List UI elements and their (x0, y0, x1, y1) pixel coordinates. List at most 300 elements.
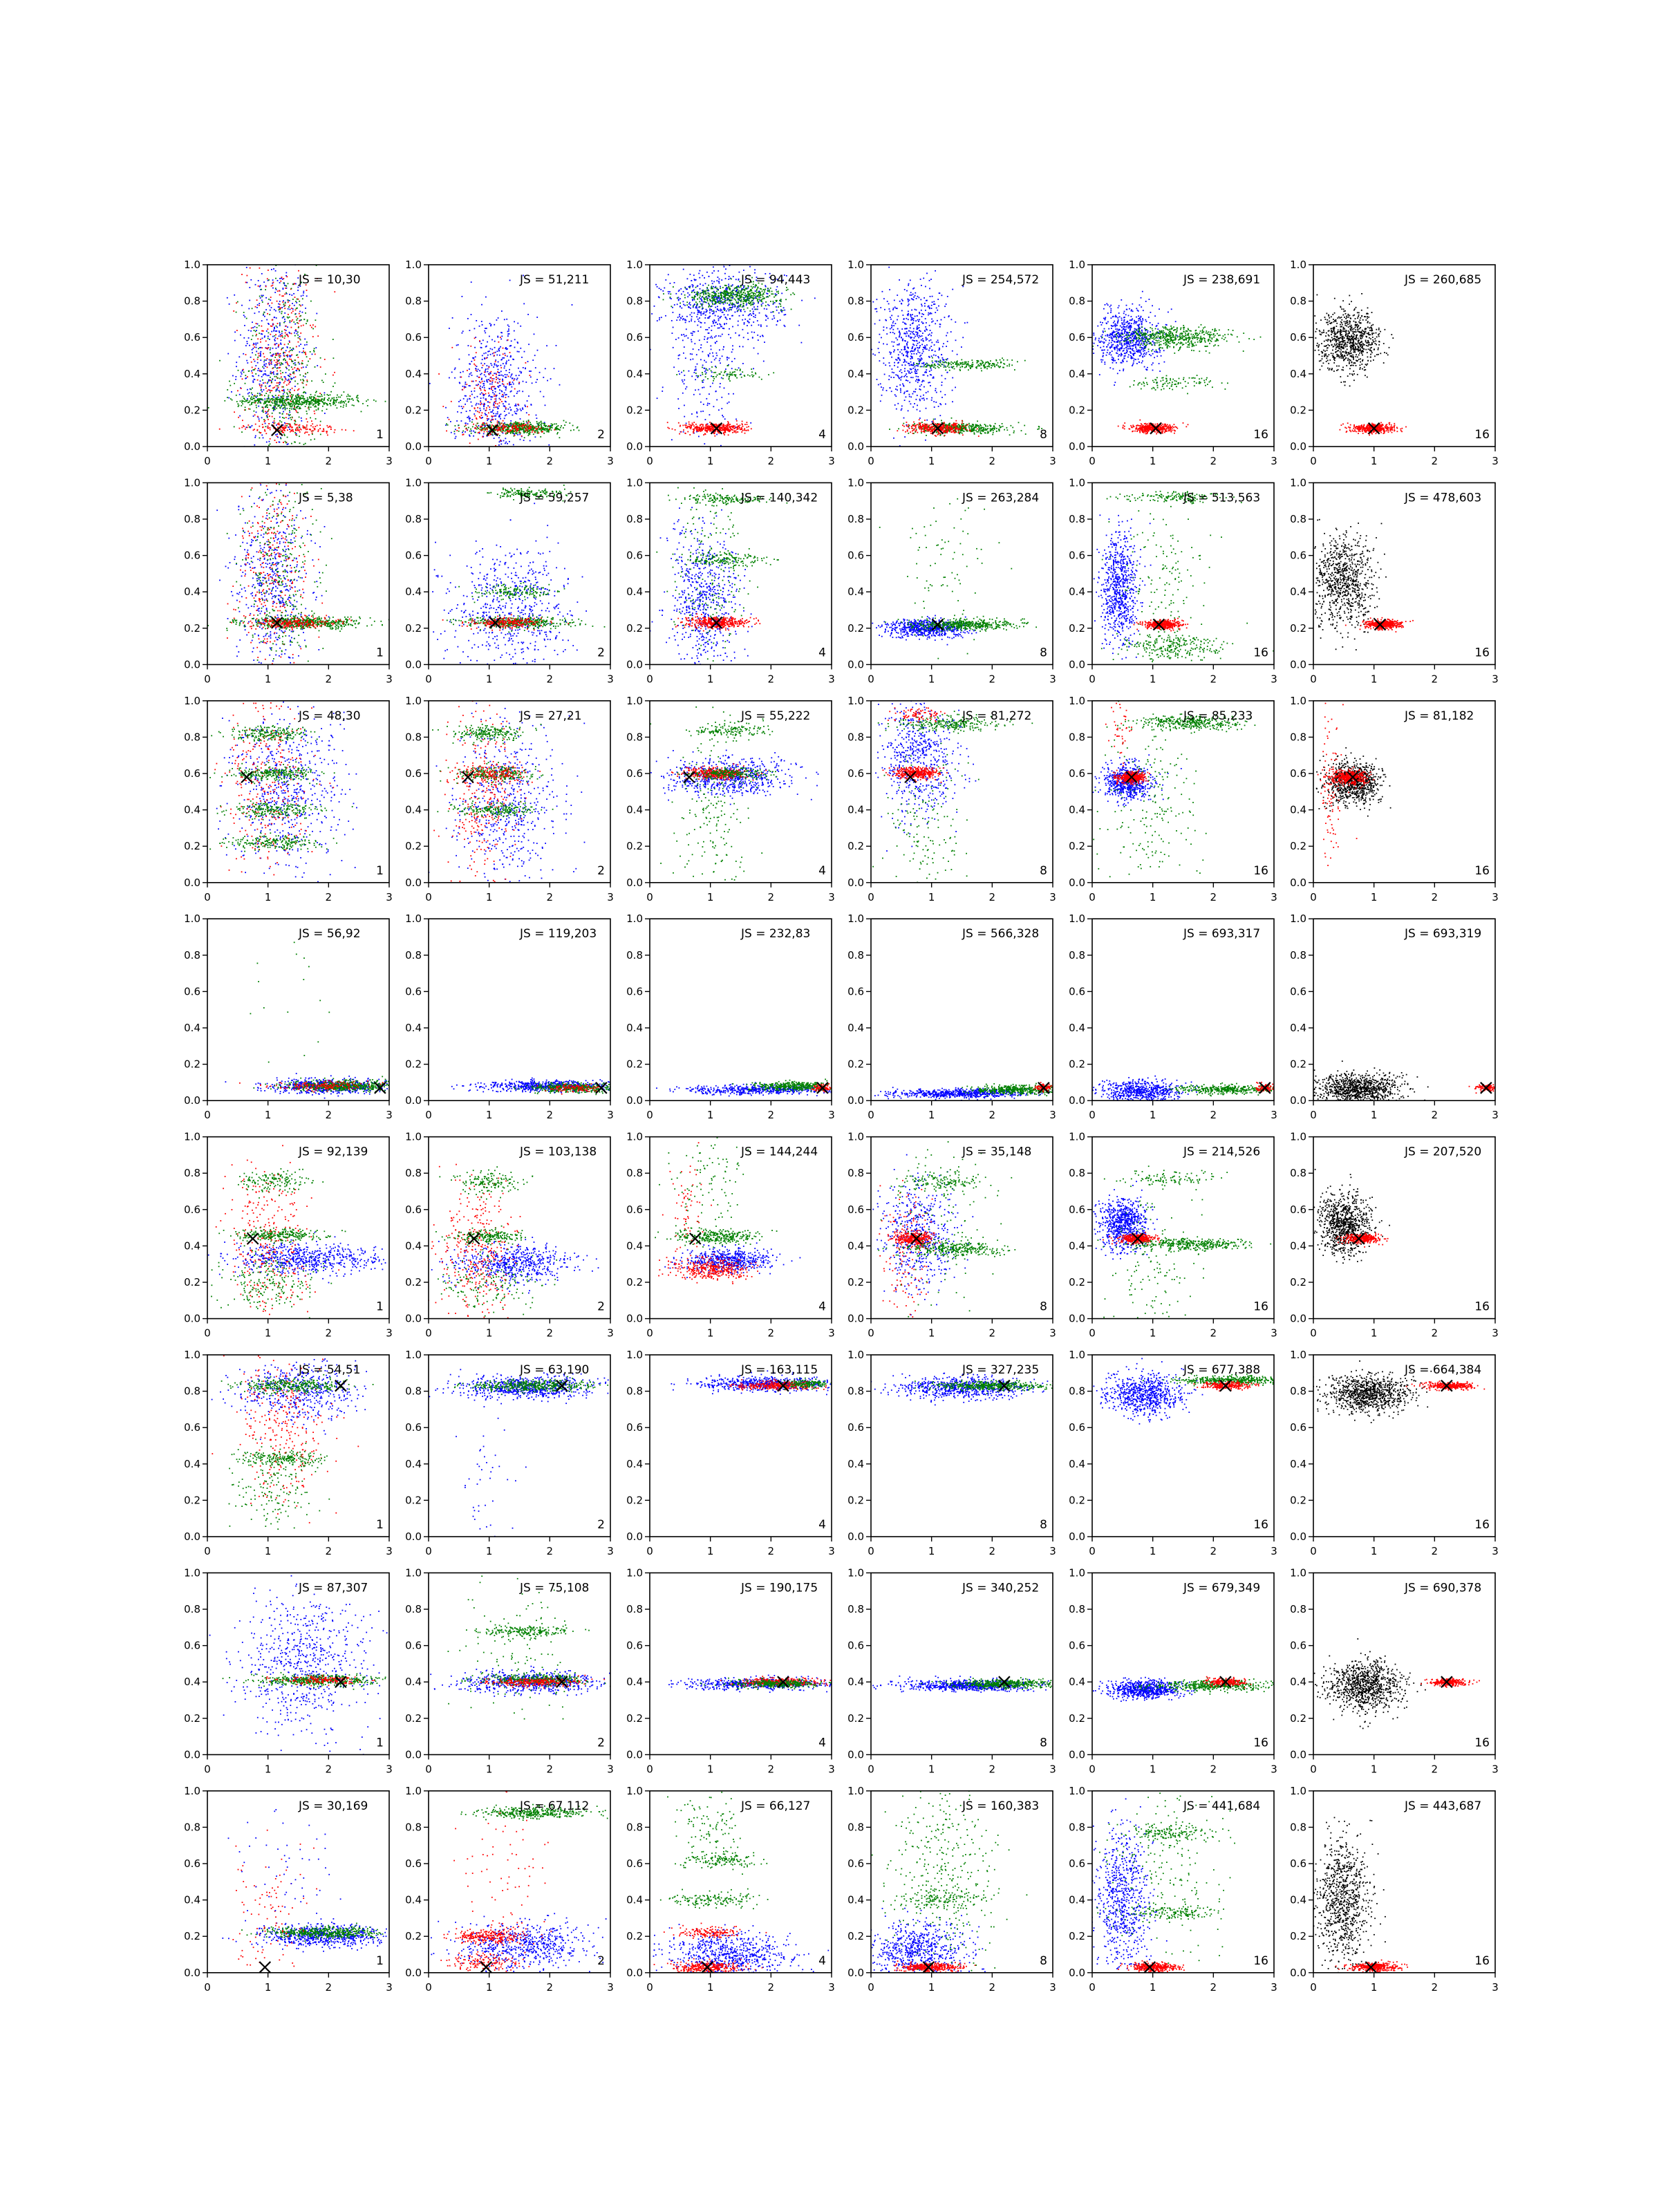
point (701, 424, 702, 425)
point (458, 431, 460, 432)
point (279, 344, 280, 346)
point (722, 334, 723, 335)
point (481, 379, 482, 380)
point (260, 339, 261, 340)
point (491, 371, 492, 373)
point (279, 330, 280, 332)
point (731, 315, 733, 317)
point (681, 294, 682, 295)
point (528, 435, 529, 436)
point (237, 301, 238, 303)
point (471, 433, 472, 434)
point (505, 442, 507, 443)
point (268, 379, 270, 381)
point (278, 360, 279, 362)
point (785, 299, 787, 300)
point (780, 303, 781, 305)
point (270, 429, 271, 431)
point (287, 408, 288, 409)
point (737, 306, 738, 308)
point (470, 451, 471, 452)
point (270, 355, 272, 357)
point (299, 435, 300, 437)
point (247, 400, 248, 401)
point (274, 327, 275, 328)
point (283, 322, 285, 324)
point (368, 400, 369, 401)
point (489, 424, 491, 426)
point (273, 367, 274, 368)
point (712, 313, 713, 315)
point (765, 305, 767, 306)
point (713, 311, 715, 312)
point (709, 312, 711, 314)
point (317, 395, 319, 397)
point (276, 368, 278, 369)
point (289, 359, 290, 360)
point (247, 376, 248, 377)
point (686, 424, 687, 426)
point (279, 322, 281, 324)
point (243, 312, 245, 313)
point (250, 427, 252, 428)
point (503, 357, 505, 359)
point (320, 366, 321, 368)
point (308, 399, 309, 400)
y-tick-label: 0.2 (184, 404, 200, 416)
point (302, 402, 303, 404)
point (773, 311, 774, 312)
point (727, 299, 728, 301)
point (316, 313, 317, 315)
point (514, 378, 516, 379)
point (302, 312, 303, 313)
point (476, 429, 478, 430)
point (742, 301, 744, 302)
point (529, 375, 531, 376)
point (279, 294, 281, 296)
point (519, 429, 521, 431)
point (282, 337, 283, 338)
point (315, 319, 317, 321)
point (483, 406, 485, 407)
point (665, 315, 666, 317)
point (295, 456, 297, 457)
point (480, 465, 481, 466)
point (255, 343, 256, 344)
point (746, 288, 747, 289)
point (706, 298, 708, 299)
point (752, 288, 753, 289)
point (740, 305, 741, 306)
point (693, 430, 695, 431)
point (285, 362, 287, 364)
point (776, 306, 777, 308)
point (314, 428, 315, 429)
point (519, 428, 521, 429)
point (272, 416, 273, 418)
point (276, 301, 278, 302)
point (697, 285, 698, 287)
point (760, 324, 762, 326)
point (488, 412, 489, 413)
point (500, 332, 502, 333)
point (229, 385, 231, 386)
point (303, 294, 304, 296)
point (715, 287, 716, 288)
point (481, 378, 482, 379)
point (501, 391, 503, 392)
point (529, 431, 531, 432)
point (712, 337, 713, 339)
point (481, 343, 482, 344)
point (290, 404, 291, 406)
point (294, 409, 296, 410)
point (556, 433, 558, 435)
point (279, 367, 280, 368)
point (252, 335, 254, 337)
point (521, 410, 522, 411)
point (277, 377, 279, 379)
point (491, 399, 492, 400)
point (675, 339, 677, 340)
point (321, 380, 323, 382)
y-tick-label: 1.0 (405, 259, 422, 271)
point (706, 362, 707, 363)
point (739, 315, 740, 317)
point (292, 417, 293, 418)
point (281, 344, 282, 345)
point (268, 270, 269, 271)
point (343, 406, 344, 408)
point (227, 353, 229, 355)
point (534, 431, 536, 433)
point (353, 400, 354, 401)
point (723, 291, 724, 292)
point (758, 324, 760, 326)
point (297, 333, 298, 335)
point (480, 402, 482, 404)
point (275, 337, 276, 339)
point (279, 301, 281, 302)
point (302, 298, 303, 299)
point (273, 324, 274, 325)
point (307, 381, 308, 382)
point (277, 280, 279, 281)
point (265, 373, 266, 375)
point (491, 411, 493, 413)
point (491, 324, 492, 326)
point (282, 301, 283, 303)
point (678, 299, 679, 300)
point (739, 292, 740, 294)
point (715, 424, 717, 425)
point (720, 326, 722, 328)
point (261, 347, 262, 348)
point (463, 406, 465, 408)
point (276, 364, 278, 366)
point (265, 371, 266, 372)
point (495, 361, 496, 362)
point (274, 340, 276, 341)
point (678, 422, 679, 424)
point (703, 290, 704, 291)
point (727, 403, 728, 404)
point (713, 295, 714, 297)
point (752, 308, 753, 310)
point (523, 432, 525, 433)
point (731, 429, 732, 430)
point (269, 314, 270, 315)
point (475, 432, 476, 433)
point (274, 292, 276, 293)
point (519, 434, 521, 435)
point (494, 407, 495, 409)
point (483, 428, 485, 429)
point (511, 455, 512, 456)
point (259, 474, 260, 475)
point (305, 376, 306, 377)
point (713, 312, 715, 314)
point (316, 476, 317, 477)
point (708, 306, 709, 308)
point (296, 302, 297, 303)
point (694, 303, 695, 305)
point (541, 431, 543, 433)
point (241, 305, 243, 306)
point (717, 464, 718, 465)
point (484, 458, 485, 459)
point (264, 429, 265, 431)
point (505, 355, 506, 356)
point (264, 359, 265, 361)
point (498, 428, 500, 429)
point (493, 404, 494, 405)
point (251, 396, 252, 397)
point (541, 430, 542, 431)
point (489, 380, 490, 382)
point (306, 379, 308, 381)
point (272, 285, 274, 286)
point (494, 415, 496, 417)
point (291, 333, 292, 335)
point (722, 287, 724, 288)
point (264, 337, 265, 338)
point (274, 420, 275, 422)
point (695, 294, 697, 295)
point (670, 294, 671, 295)
point (698, 349, 700, 350)
point (538, 422, 540, 424)
point (715, 322, 716, 324)
point (293, 293, 294, 294)
point (282, 372, 283, 373)
point (505, 426, 507, 427)
point (271, 285, 272, 287)
point (491, 420, 492, 421)
point (705, 427, 706, 428)
point (283, 432, 284, 433)
point (252, 369, 254, 371)
point (321, 186, 322, 187)
point (476, 410, 477, 411)
point (268, 375, 270, 376)
point (269, 402, 270, 403)
point (750, 305, 751, 306)
point (528, 433, 529, 435)
point (733, 290, 735, 291)
point (464, 387, 465, 388)
point (252, 352, 253, 353)
point (288, 402, 289, 404)
point (736, 420, 738, 422)
point (491, 422, 492, 423)
point (294, 442, 295, 443)
point (490, 325, 491, 326)
point (252, 349, 253, 350)
point (229, 381, 230, 382)
point (548, 425, 550, 427)
point (306, 341, 308, 343)
point (356, 397, 357, 398)
point (487, 355, 489, 356)
point (708, 303, 709, 304)
point (646, 313, 647, 315)
point (321, 395, 323, 397)
point (778, 291, 779, 292)
point (753, 316, 754, 317)
point (706, 293, 707, 294)
point (514, 411, 516, 413)
point (268, 389, 270, 391)
point (281, 333, 283, 335)
point (518, 404, 519, 405)
point (503, 452, 504, 453)
point (485, 424, 486, 425)
point (469, 330, 471, 331)
point (461, 451, 462, 453)
point (691, 312, 693, 314)
point (713, 310, 715, 312)
point (557, 428, 559, 429)
point (498, 341, 500, 343)
point (702, 411, 704, 412)
point (509, 404, 510, 405)
point (536, 382, 537, 383)
point (484, 330, 485, 332)
point (529, 425, 530, 427)
point (305, 353, 306, 355)
point (740, 295, 742, 297)
point (659, 319, 660, 321)
point (312, 484, 314, 485)
point (292, 308, 294, 310)
point (515, 425, 516, 427)
point (357, 397, 359, 399)
point (532, 431, 533, 433)
point (509, 424, 511, 426)
point (236, 302, 237, 303)
point (335, 400, 337, 402)
point (556, 345, 557, 346)
point (473, 431, 474, 432)
point (714, 337, 715, 338)
point (480, 460, 482, 461)
point (299, 460, 301, 462)
point (266, 319, 268, 321)
point (704, 443, 705, 444)
point (709, 393, 710, 395)
point (511, 341, 512, 342)
point (313, 400, 315, 402)
point (291, 294, 292, 296)
point (248, 371, 250, 372)
point (257, 304, 259, 306)
point (722, 349, 724, 350)
point (498, 369, 499, 371)
point (716, 353, 718, 354)
point (554, 368, 555, 369)
point (257, 402, 259, 404)
point (274, 317, 275, 318)
point (498, 458, 499, 460)
point (732, 303, 733, 304)
point (685, 288, 686, 289)
point (469, 376, 470, 377)
point (474, 397, 476, 398)
point (754, 269, 756, 270)
point (260, 341, 261, 343)
point (690, 315, 691, 316)
point (527, 426, 528, 427)
point (286, 398, 288, 400)
point (276, 343, 277, 344)
point (771, 293, 772, 294)
point (297, 322, 298, 324)
point (725, 368, 727, 370)
point (267, 358, 268, 359)
point (279, 304, 281, 306)
point (709, 317, 710, 319)
point (268, 347, 270, 348)
point (670, 283, 671, 284)
point (483, 385, 485, 386)
point (479, 340, 480, 341)
point (767, 293, 769, 294)
point (753, 313, 754, 315)
point (343, 401, 344, 402)
point (691, 280, 693, 281)
point (540, 436, 541, 438)
point (514, 395, 515, 397)
point (503, 420, 504, 422)
point (507, 355, 508, 357)
point (278, 399, 279, 400)
point (454, 377, 456, 379)
point (287, 356, 288, 357)
point (733, 430, 735, 431)
point (297, 335, 299, 336)
point (732, 432, 733, 433)
point (461, 406, 462, 407)
point (679, 303, 681, 304)
point (248, 308, 250, 310)
point (291, 397, 292, 398)
point (563, 420, 565, 422)
point (263, 410, 264, 411)
point (749, 322, 750, 324)
point (310, 418, 311, 419)
